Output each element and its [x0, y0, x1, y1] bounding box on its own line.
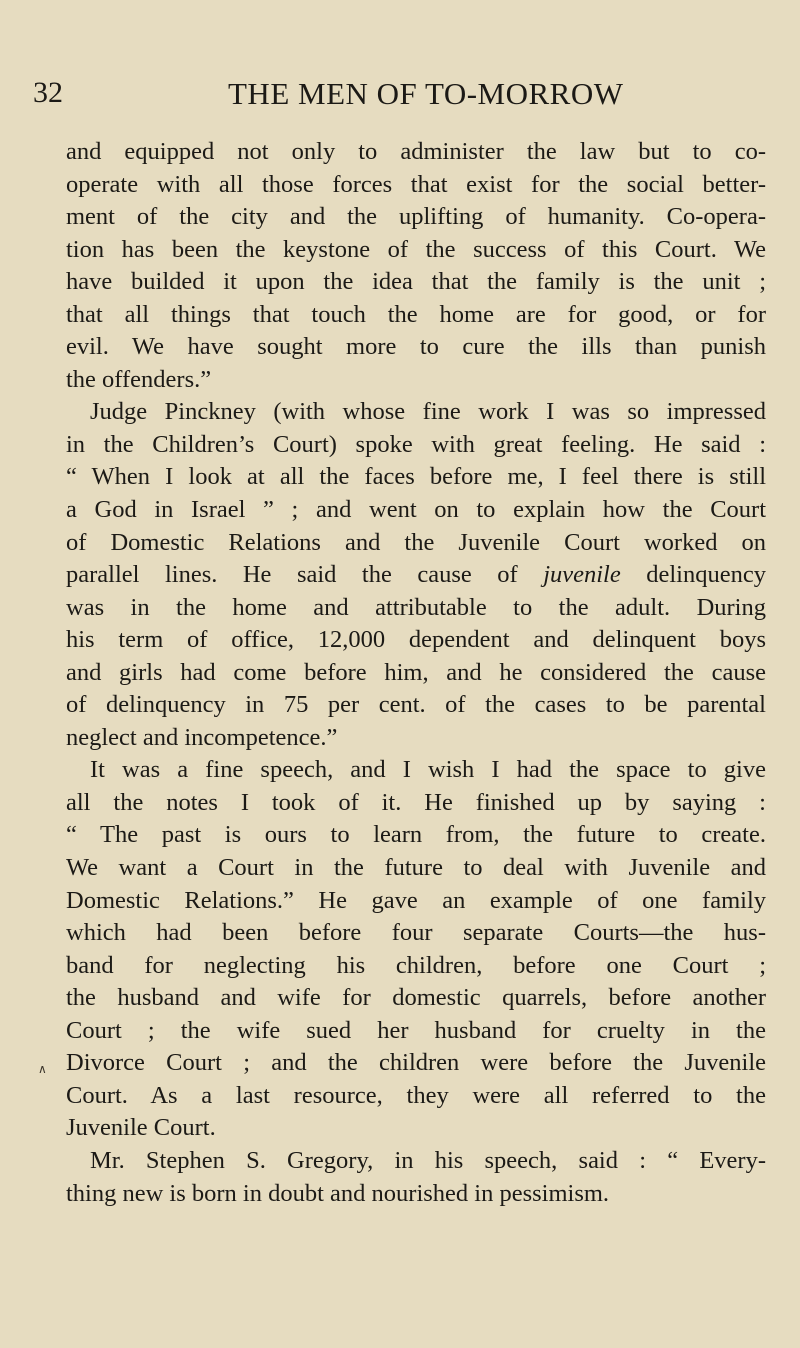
text-line: thing new is born in doubt and nourished in pessimism.	[66, 1179, 610, 1207]
text-line: operate with all those forces that exist for the social better-	[66, 170, 766, 198]
text-line: Court. As a last resource, they were all referred to the	[66, 1081, 766, 1109]
text-line: evil. We have sought more to cure the ills than punish	[66, 333, 766, 361]
text-line: that all things that touch the home are for good, or for	[66, 300, 766, 328]
running-head	[0, 72, 800, 118]
text-line: all the notes I took of it. He finished up by saying :	[66, 788, 766, 816]
text-line: Court ; the wife sued her husband for cruelty in the	[66, 1016, 766, 1044]
text-line: tion has been the keystone of the success of this Court. We	[66, 235, 766, 263]
text-line: It was a fine speech, and I wish I had the space to give	[90, 756, 766, 784]
text-line: the husband and wife for domestic quarrels, before another	[66, 984, 766, 1012]
page-number: 32	[33, 76, 63, 109]
text-line: We want a Court in the future to deal with Juvenile and	[66, 854, 766, 882]
text-line: of delinquency in 75 per cent. of the cases to be parental	[66, 691, 766, 719]
text-line: have builded it upon the idea that the family is the unit ;	[66, 268, 766, 296]
text-line: Judge Pinckney (with whose fine work I was so impressed	[90, 398, 766, 426]
text-line: Juvenile Court.	[66, 1114, 216, 1142]
text-line: the offenders.”	[66, 365, 212, 393]
text-line: was in the home and attributable to the adult. During	[66, 593, 766, 621]
text-line: and girls had come before him, and he considered the cause	[66, 658, 766, 686]
running-title: THE MEN OF TO-MORROW	[228, 76, 624, 111]
text-line: neglect and incompetence.”	[66, 723, 338, 751]
text-line: Divorce Court ; and the children were before the Juvenile	[66, 1049, 766, 1077]
text-line: which had been before four separate Courts—the hus-	[66, 919, 766, 947]
text-line: a God in Israel ” ; and went on to explain how the Court	[66, 496, 766, 524]
margin-mark-icon: ∧	[38, 1062, 47, 1076]
text-line: Domestic Relations.” He gave an example of one family	[66, 886, 766, 914]
italic-word: juvenile	[543, 561, 621, 589]
text-line: “ When I look at all the faces before me, I feel there is still	[66, 463, 766, 491]
body-text	[66, 136, 766, 1210]
text-line: of Domestic Relations and the Juvenile Court worked on	[66, 528, 766, 556]
text-line: Mr. Stephen S. Gregory, in his speech, said : “ Every-	[90, 1146, 766, 1174]
text-line: parallel lines. He said the cause of juvenile delinquency	[66, 561, 766, 589]
text-line: “ The past is ours to learn from, the future to create.	[66, 821, 766, 849]
text-line: ment of the city and the uplifting of humanity. Co-opera-	[66, 203, 766, 231]
text-line: band for neglecting his children, before one Court ;	[66, 951, 766, 979]
text-line: and equipped not only to administer the law but to co-	[66, 138, 766, 165]
text-line: in the Children’s Court) spoke with great feeling. He said :	[66, 430, 766, 458]
text-line: his term of office, 12,000 dependent and delinquent boys	[66, 626, 766, 654]
